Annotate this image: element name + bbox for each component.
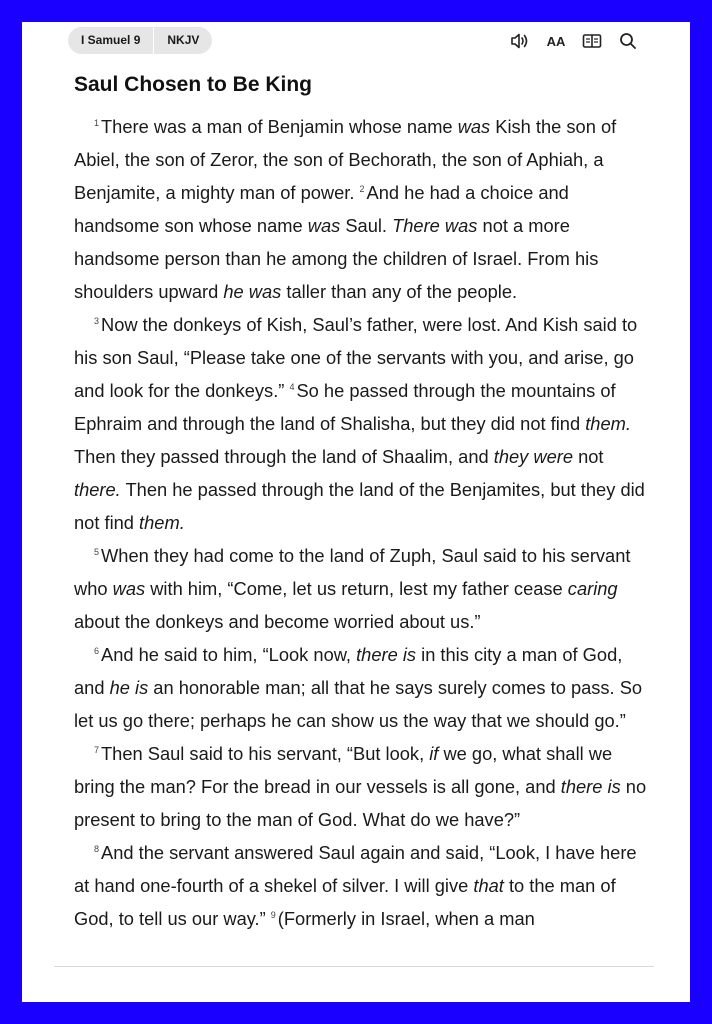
paragraph (74, 836, 654, 935)
verse-text: Saul. (340, 215, 393, 236)
verse-number: 6 (94, 645, 100, 656)
reader-page (22, 22, 690, 1002)
italic-text: there is (560, 776, 621, 797)
verse-text: And he said to him, “Look now, (101, 644, 357, 665)
verse-text: Kish the son of Abiel, the son of Zeror, the son of Bechorath, the son of Aphiah, a Benjamite, a mighty man of power. (74, 116, 617, 203)
verse-text: taller than any of the people. (281, 281, 518, 302)
verse-number: 2 (359, 183, 365, 194)
italic-text: was (112, 578, 146, 599)
italic-text: there is (356, 644, 417, 665)
speaker-icon (510, 32, 530, 50)
toolbar-actions (510, 30, 638, 52)
book-icon (582, 33, 602, 49)
italic-text: he is (109, 677, 149, 698)
verse-text: Then he passed through the land of the Benjamites, but they did not find (74, 479, 645, 533)
search-icon (619, 32, 637, 50)
search-button[interactable] (618, 31, 638, 51)
verse-text: with him, “Come, let us return, lest my father cease (145, 578, 568, 599)
verse-text: an honorable man; all that he says surely comes to pass. So let us go there; perhaps he can show us the way that we should go.” (74, 677, 643, 731)
reading-mode-button[interactable] (582, 31, 602, 51)
verse-text: about the donkeys and become worried about us.” (74, 611, 481, 632)
verse-number: 8 (94, 843, 100, 854)
italic-text: caring (567, 578, 618, 599)
bottom-divider (54, 966, 654, 967)
italic-text: was (307, 215, 341, 236)
verse-number: 7 (94, 744, 100, 755)
verse-text: Then they passed through the land of Shaalim, and (74, 446, 494, 467)
italic-text: them. (585, 413, 631, 434)
translation-button[interactable]: NKJV (167, 33, 200, 47)
italic-text: he was (223, 281, 282, 302)
paragraph (74, 737, 654, 836)
verse-text: to the man of God, to tell us our way.” (74, 875, 616, 929)
italic-text: There was (392, 215, 478, 236)
verse-6[interactable] (74, 644, 642, 731)
verse-text: So he passed through the mountains of Ephraim and through the land of Shalisha, but they did not find (74, 380, 616, 434)
verse-text: There was a man of Benjamin whose name (101, 116, 458, 137)
verse-5[interactable] (74, 545, 630, 632)
italic-text: there. (74, 479, 121, 500)
audio-button[interactable] (510, 31, 530, 51)
paragraph (74, 638, 654, 737)
verse-text: When they had come to the land of Zuph, Saul said to his servant who (74, 545, 631, 599)
italic-text: was (457, 116, 491, 137)
verse-number: 5 (94, 546, 100, 557)
verse-text: Now the donkeys of Kish, Saul’s father, were lost. And Kish said to his son Saul, “Please take one of the servants with you, and arise, go and look for the donkeys.” (74, 314, 638, 401)
verse-4[interactable] (74, 380, 645, 533)
chapter-content (74, 62, 654, 935)
paragraph (74, 308, 654, 539)
verse-text: we go, what shall we bring the man? For the bread in our vessels is all gone, and (74, 743, 613, 797)
verse-number: 3 (94, 315, 100, 326)
verse-9[interactable] (271, 908, 535, 929)
italic-text: if (429, 743, 439, 764)
font-size-button[interactable]: AA (546, 33, 566, 49)
italic-text: that (473, 875, 504, 896)
section-heading: Saul Chosen to Be King (74, 73, 313, 96)
italic-text: they were (493, 446, 574, 467)
verse-text: in this city a man of God, and (74, 644, 623, 698)
verse-number: 1 (94, 117, 100, 128)
verse-text: And he had a choice and handsome son whose name (74, 182, 569, 236)
verse-number: 4 (289, 381, 295, 392)
reference-selector (68, 27, 212, 54)
chapter-text (74, 110, 654, 935)
paragraph (74, 539, 654, 638)
verse-text: not a more handsome person than he among the children of Israel. From his shoulders upward (74, 215, 599, 302)
verse-number: 9 (270, 909, 276, 920)
book-chapter-button[interactable]: I Samuel 9 (81, 33, 141, 47)
verse-text: Then Saul said to his servant, “But look, (101, 743, 430, 764)
verse-text: no present to bring to the man of God. What do we have?” (74, 776, 647, 830)
verse-text: And the servant answered Saul again and said, “Look, I have here at hand one-fourth of a shekel of silver. I will give (74, 842, 637, 896)
verse-7[interactable] (74, 743, 646, 830)
italic-text: them. (139, 512, 185, 533)
top-toolbar (22, 22, 690, 62)
verse-text: (Formerly in Israel, when a man (277, 908, 535, 929)
verse-text: not (573, 446, 604, 467)
paragraph (74, 110, 654, 308)
